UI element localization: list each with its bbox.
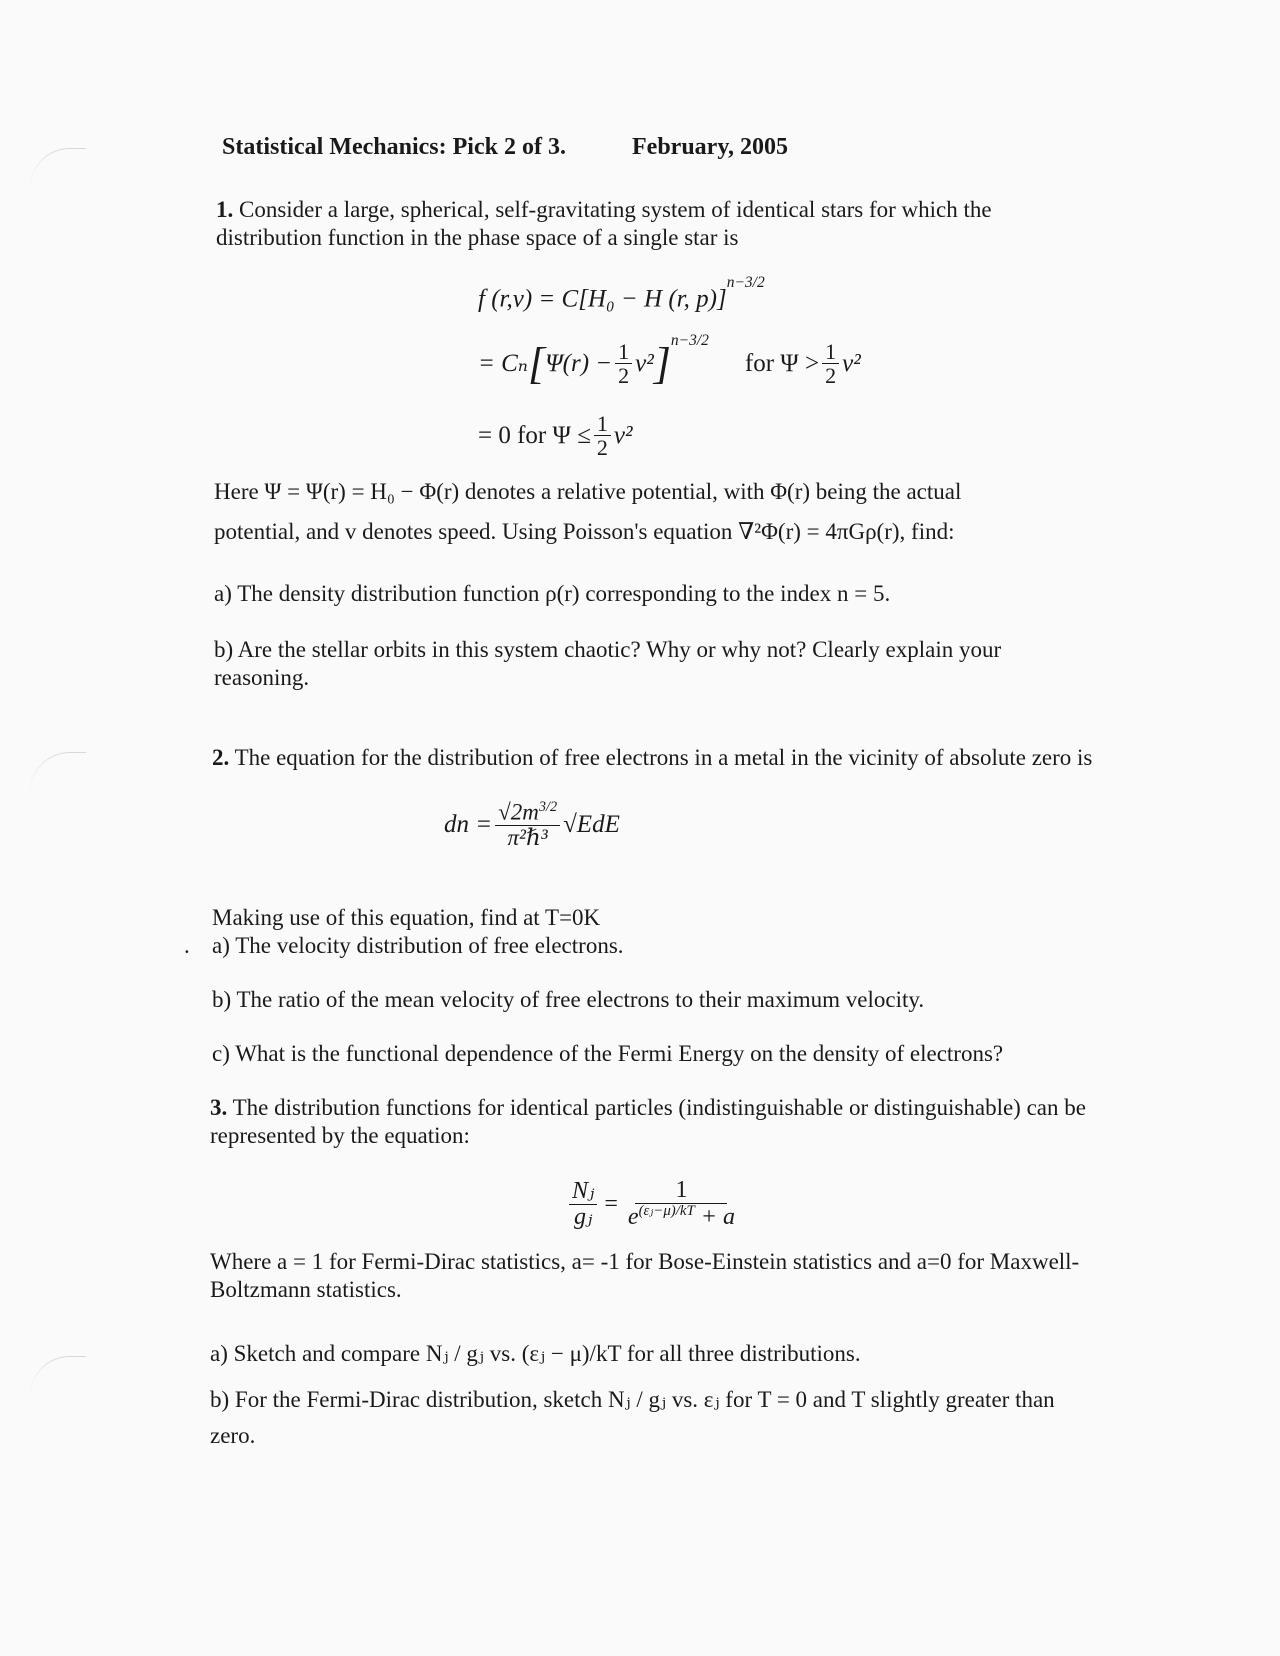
- problem-1-part-a: a) The density distribution function ρ(r) corresponding to the index n = 5.: [214, 581, 891, 606]
- problem-2-part-c: c) What is the functional dependence of the Fermi Energy on the density of electrons?: [212, 1041, 1004, 1066]
- problem-1-potential-text: potential, and v denotes speed. Using Poisson's equation ∇²Φ(r) = 4πGρ(r), find:: [214, 519, 955, 544]
- problem-2-making-use: Making use of this equation, find at T=0K: [212, 905, 601, 930]
- problem-2-part-b: b) The ratio of the mean velocity of free electrons to their maximum velocity.: [212, 987, 925, 1012]
- eq-3: [566, 1178, 741, 1230]
- bracket-close: ]: [653, 338, 671, 388]
- problem-3-intro-text: The distribution functions for identical particles (indistinguishable or distinguishable) can be represented by the equation:: [210, 1095, 1086, 1148]
- problem-3-part-b: b) For the Fermi-Dirac distribution, sketch Nⱼ / gⱼ vs. εⱼ for T = 0 and T slightly greater than zero.: [210, 1387, 1055, 1448]
- eq-3-exponent: (εⱼ−μ)/kT: [638, 1203, 695, 1220]
- half-fraction: [594, 412, 611, 459]
- eq-3-plus-a: + a: [700, 1204, 735, 1231]
- eq-3-lhs: [569, 1179, 597, 1230]
- page-title: Statistical Mechanics: Pick 2 of 3.: [222, 134, 566, 160]
- eq-2-num-body: √2m: [498, 799, 539, 825]
- problem-3-where-text: Where a = 1 for Fermi-Dirac statistics, a= -1 for Bose-Einstein statistics and a=0 for Maxwell-Boltzmann statistics.: [210, 1249, 1080, 1302]
- problem-1-number: 1.: [216, 197, 234, 222]
- eq-1-line-2-prefix: = Cₙ: [478, 349, 528, 377]
- eq-1-line-2-condition: for Ψ >: [744, 349, 820, 377]
- problem-1-part-b: b) Are the stellar orbits in this system chaotic? Why or why not? Clearly explain your reasoning.: [214, 637, 1002, 690]
- eq-3-rhs: [625, 1178, 738, 1230]
- problem-1-intro-text: Consider a large, spherical, self-gravitating system of identical stars for which the distribution function in the phase space of a single star is: [216, 197, 992, 250]
- eq-1-line-1: [478, 274, 765, 314]
- eq-2-lhs: dn =: [444, 810, 493, 838]
- eq-3-lhs-num: Nⱼ: [569, 1179, 597, 1205]
- problem-2-intro: [212, 744, 1102, 772]
- half-den: 2: [596, 435, 608, 461]
- problem-2-intro-text: The equation for the distribution of free electrons in a metal in the vicinity of absolute zero is: [234, 745, 1093, 770]
- v-squared: v²: [635, 349, 654, 377]
- scan-mark: [30, 752, 86, 793]
- half-num: 1: [615, 340, 632, 364]
- half-fraction: [822, 340, 839, 387]
- eq-1-line-2-body: Ψ(r) −: [545, 349, 613, 377]
- eq-3-rhs-num: 1: [635, 1178, 727, 1204]
- eq-3-e: e: [627, 1204, 639, 1231]
- eq-1-line-1-exponent: n−3/2: [726, 274, 765, 291]
- equals-sign: =: [604, 1190, 618, 1217]
- half-den: 2: [618, 363, 630, 389]
- problem-2-part-a: a) The velocity distribution of free electrons.: [212, 933, 624, 958]
- half-num: 1: [594, 412, 611, 436]
- half-num: 1: [822, 340, 839, 364]
- scan-mark: [30, 1356, 86, 1397]
- eq-1-line-3: [478, 412, 633, 459]
- eq-3-lhs-den: gⱼ: [574, 1203, 593, 1230]
- half-den: 2: [825, 363, 837, 389]
- problem-3-number: 3.: [210, 1095, 228, 1120]
- eq-2-fraction: [495, 800, 560, 850]
- page-date: February, 2005: [632, 134, 788, 160]
- half-fraction: [615, 340, 632, 387]
- eq-2-numerator: [495, 800, 560, 826]
- eq-1-line-2: [478, 332, 861, 389]
- bracket-open: [: [527, 338, 546, 388]
- scan-mark: [30, 148, 86, 189]
- eq-2: [444, 800, 620, 850]
- eq-2-denominator: π²ℏ³: [507, 824, 548, 850]
- eq-2-rhs: √EdE: [563, 810, 620, 838]
- eq-1-line-1-body: f (r,v) = C[H₀ − H (r, p)]: [478, 285, 727, 313]
- problem-2-number: 2.: [212, 745, 230, 770]
- eq-2-num-exponent: 3/2: [538, 799, 558, 815]
- v-squared: v²: [613, 421, 633, 449]
- problem-1-here-text: Here Ψ = Ψ(r) = H₀ − Φ(r) denotes a relative potential, with Φ(r) being the actual: [214, 479, 962, 504]
- v-squared: v²: [842, 349, 861, 377]
- problem-3-part-a: a) Sketch and compare Nⱼ / gⱼ vs. (εⱼ − μ)/kT for all three distributions.: [210, 1341, 861, 1366]
- eq-1-line-2-exponent: n−3/2: [670, 332, 709, 350]
- problem-1-intro: [216, 196, 1076, 251]
- eq-1-line-3-body: = 0 for Ψ ≤: [478, 421, 591, 449]
- stray-dot: .: [184, 933, 190, 958]
- problem-3-intro: [210, 1094, 1110, 1149]
- eq-3-rhs-den: [625, 1204, 738, 1230]
